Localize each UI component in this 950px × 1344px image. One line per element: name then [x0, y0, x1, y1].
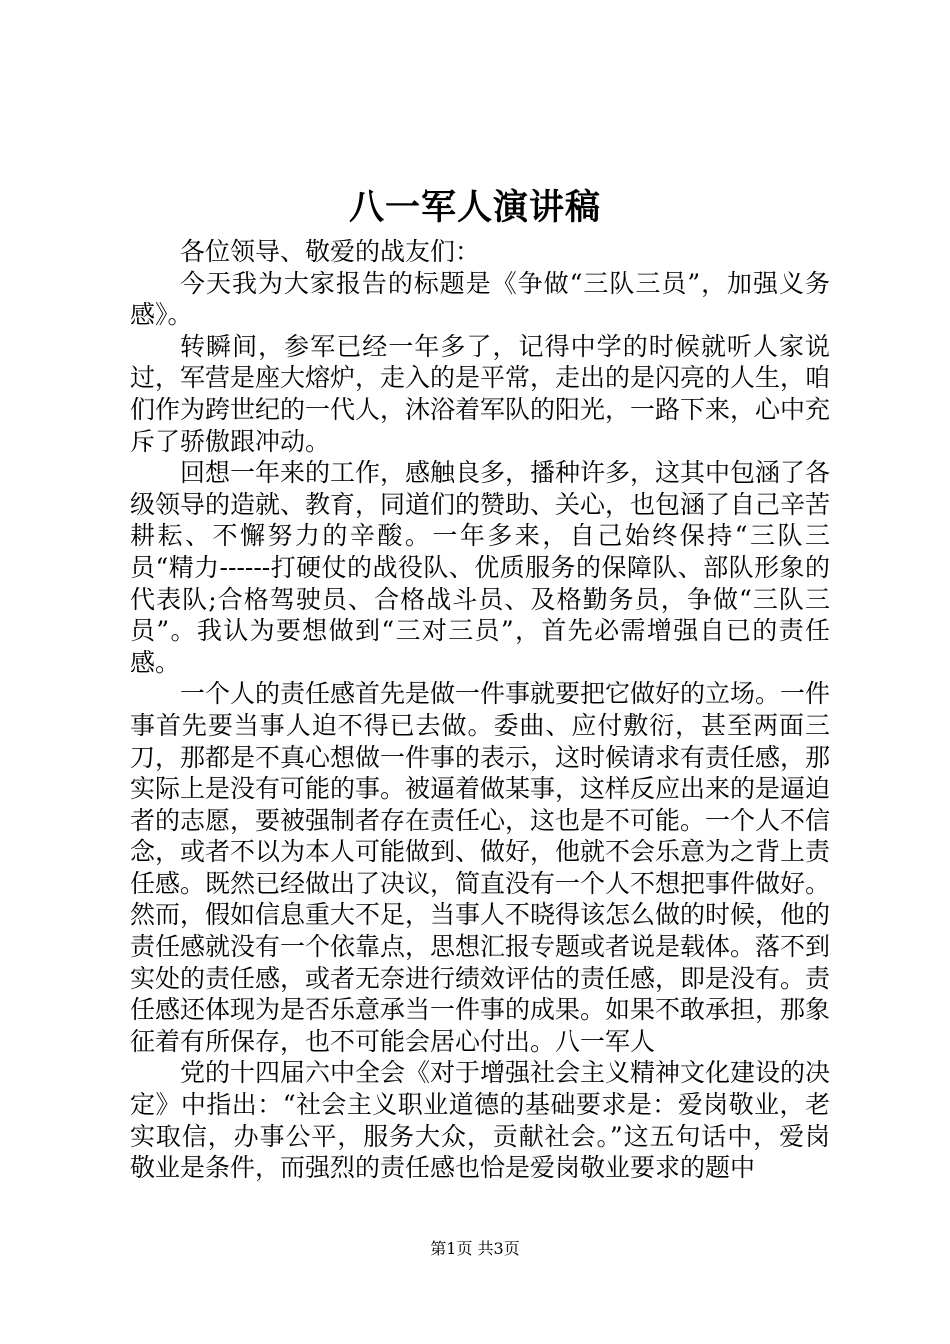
paragraph-salutation: 各位领导、敬爱的战友们：: [180, 237, 481, 266]
paragraph-report-title: 今天我为大家报告的标题是《争做“三队三员”，加强义务感》。: [130, 268, 830, 330]
paragraph-enlistment: 转瞬间，参军已经一年多了，记得中学的时候就听人家说过，军营是座大熔炉，走入的是平常，走出的是闪亮的人生，咱们作为跨世纪的一代人，沐浴着军队的阳光，一路下来，心中充斥了骄傲跟冲动。: [130, 331, 831, 456]
document-body: [130, 236, 830, 1184]
paragraph-responsibility: 一个人的责任感首先是做一件事就要把它做好的立场。一件事首先要当事人迫不得已去做。委曲、应付敷衍，甚至两面三刀，那都是不真心想做一件事的表示，这时候请求有责任感，那实际上是没有可能的事。被逼着做某事，这样反应出来的是逼迫者的志愿，要被强制者存在责任心，这也是不可能。一个人不信念，或者不以为本人可能做到、做好，他就不会乐意为之背上责任感。既然已经做出了决议，简直没有一个人不想把事件做好。然而，假如信息重大不足，当事人不晓得该怎么做的时候，他的责任感就没有一个依靠点，思想汇报专题或者说是载体。落不到实处的责任感，或者无奈进行绩效评估的责任感，即是没有。责任感还体现为是否乐意承当一件事的成果。如果不敢承担，那象征着有所保存，也不可能会居心付出。八一军人: [130, 679, 831, 1056]
paragraph-reflection: 回想一年来的工作，感触良多，播种许多，这其中包涵了各级领导的造就、教育，同道们的赞助、关心，也包涵了自己辛苦耕耘、不懈努力的辛酸。一年多来，自己始终保持“三队三员“精力------打硬仗的战役队、优质服务的保障队、部队形象的代表队;合格驾驶员、合格战斗员、及格勤务员，争做“三队三员”。我认为要想做到“三对三员”，首先必需增强自已的责任感。: [130, 458, 831, 677]
document-title: 八一军人演讲稿: [348, 187, 601, 228]
paragraph-party-decision: 党的十四届六中全会《对于增强社会主义精神文化建设的决定》中指出：“社会主义职业道德的基础要求是：爱岗敬业，老实取信，办事公平，服务大众，贡献社会。”这五句话中，爱岗敬业是条件，而强烈的责任感也恰是爱岗敬业要求的题中: [130, 1058, 831, 1183]
page-footer: 第1页 共3页: [430, 1239, 520, 1258]
